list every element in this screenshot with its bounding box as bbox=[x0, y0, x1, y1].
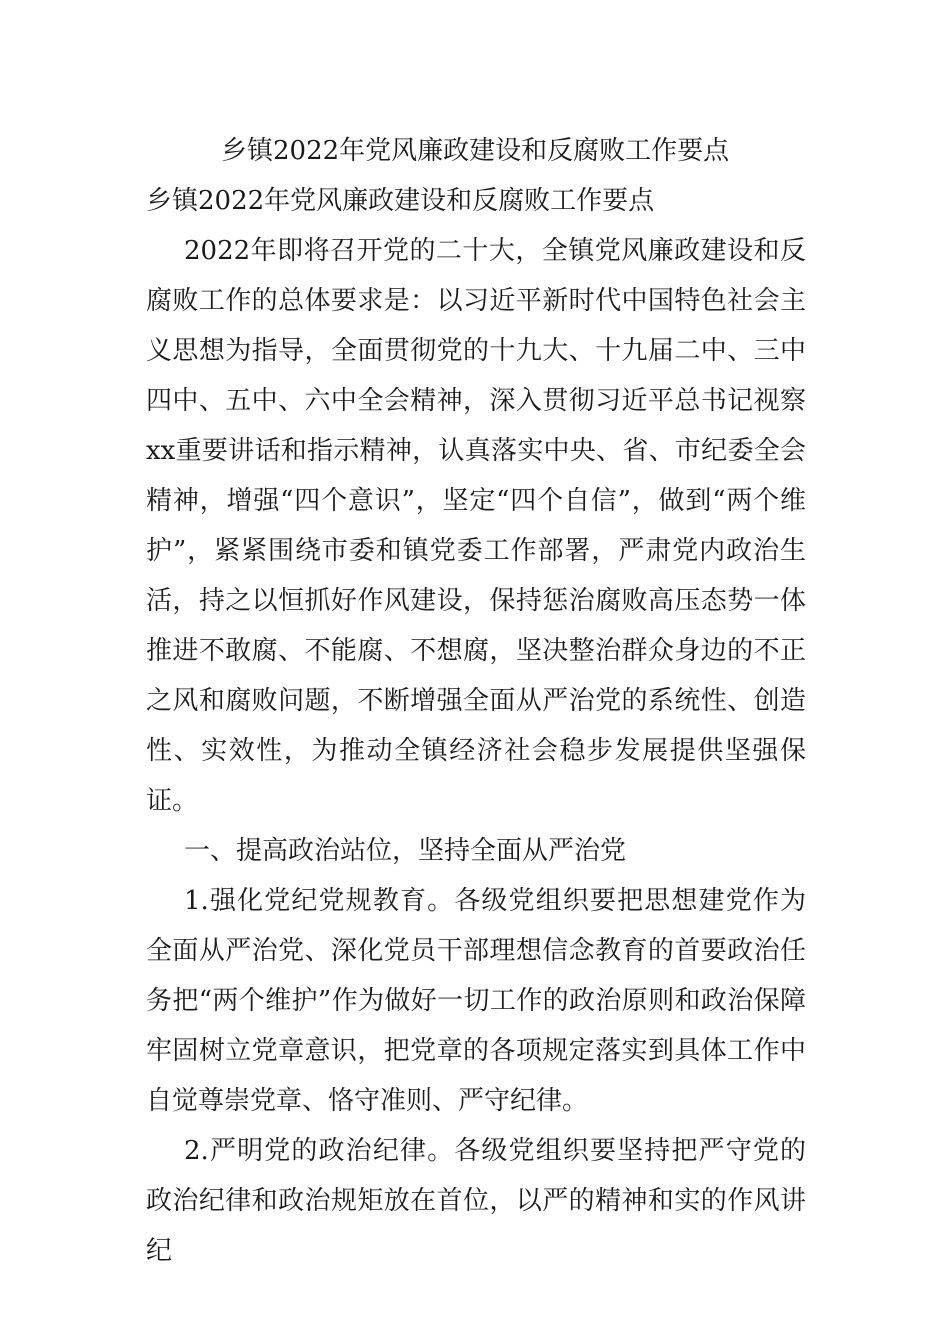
document-subtitle: 乡镇2022年党风廉政建设和反腐败工作要点 bbox=[146, 186, 655, 216]
section-1-heading: 一、提高政治站位，坚持全面从严治党 bbox=[184, 836, 627, 866]
document-title: 乡镇2022年党风廉政建设和反腐败工作要点 bbox=[221, 136, 730, 166]
item-1-paragraph: 1.强化党纪党规教育。各级党组织要把思想建党作为全面从严治党、深化党员干部理想信念教育的首要政治任务把“两个维护”作为做好一切工作的政治原则和政治保障牢固树立党章意识，把党章的各项规定落实到具体工作中自觉尊崇党章、恪守准则、严守纪律。 bbox=[146, 886, 806, 1116]
intro-paragraph: 2022年即将召开党的二十大，全镇党风廉政建设和反腐败工作的总体要求是：以习近平新时代中国特色社会主义思想为指导，全面贯彻党的十九大、十九届二中、三中四中、五中、六中全会精神，深入贯彻习近平总书记视察xx重要讲话和指示精神，认真落实中央、省、市纪委全会精神，增强“四个意识”，坚定“四个自信”，做到“两个维护”，紧紧围绕市委和镇党委工作部署，严肃党内政治生活，持之以恒抓好作风建设，保持惩治腐败高压态势一体推进不敢腐、不能腐、不想腐，坚决整治群众身边的不正之风和腐败问题，不断增强全面从严治党的系统性、创造性、实效性，为推动全镇经济社会稳步发展提供坚强保证。 bbox=[146, 236, 806, 816]
document-body bbox=[146, 126, 806, 1276]
item-2-paragraph: 2.严明党的政治纪律。各级党组织要坚持把严守党的政治纪律和政治规矩放在首位，以严的精神和实的作风讲纪 bbox=[146, 1136, 806, 1266]
